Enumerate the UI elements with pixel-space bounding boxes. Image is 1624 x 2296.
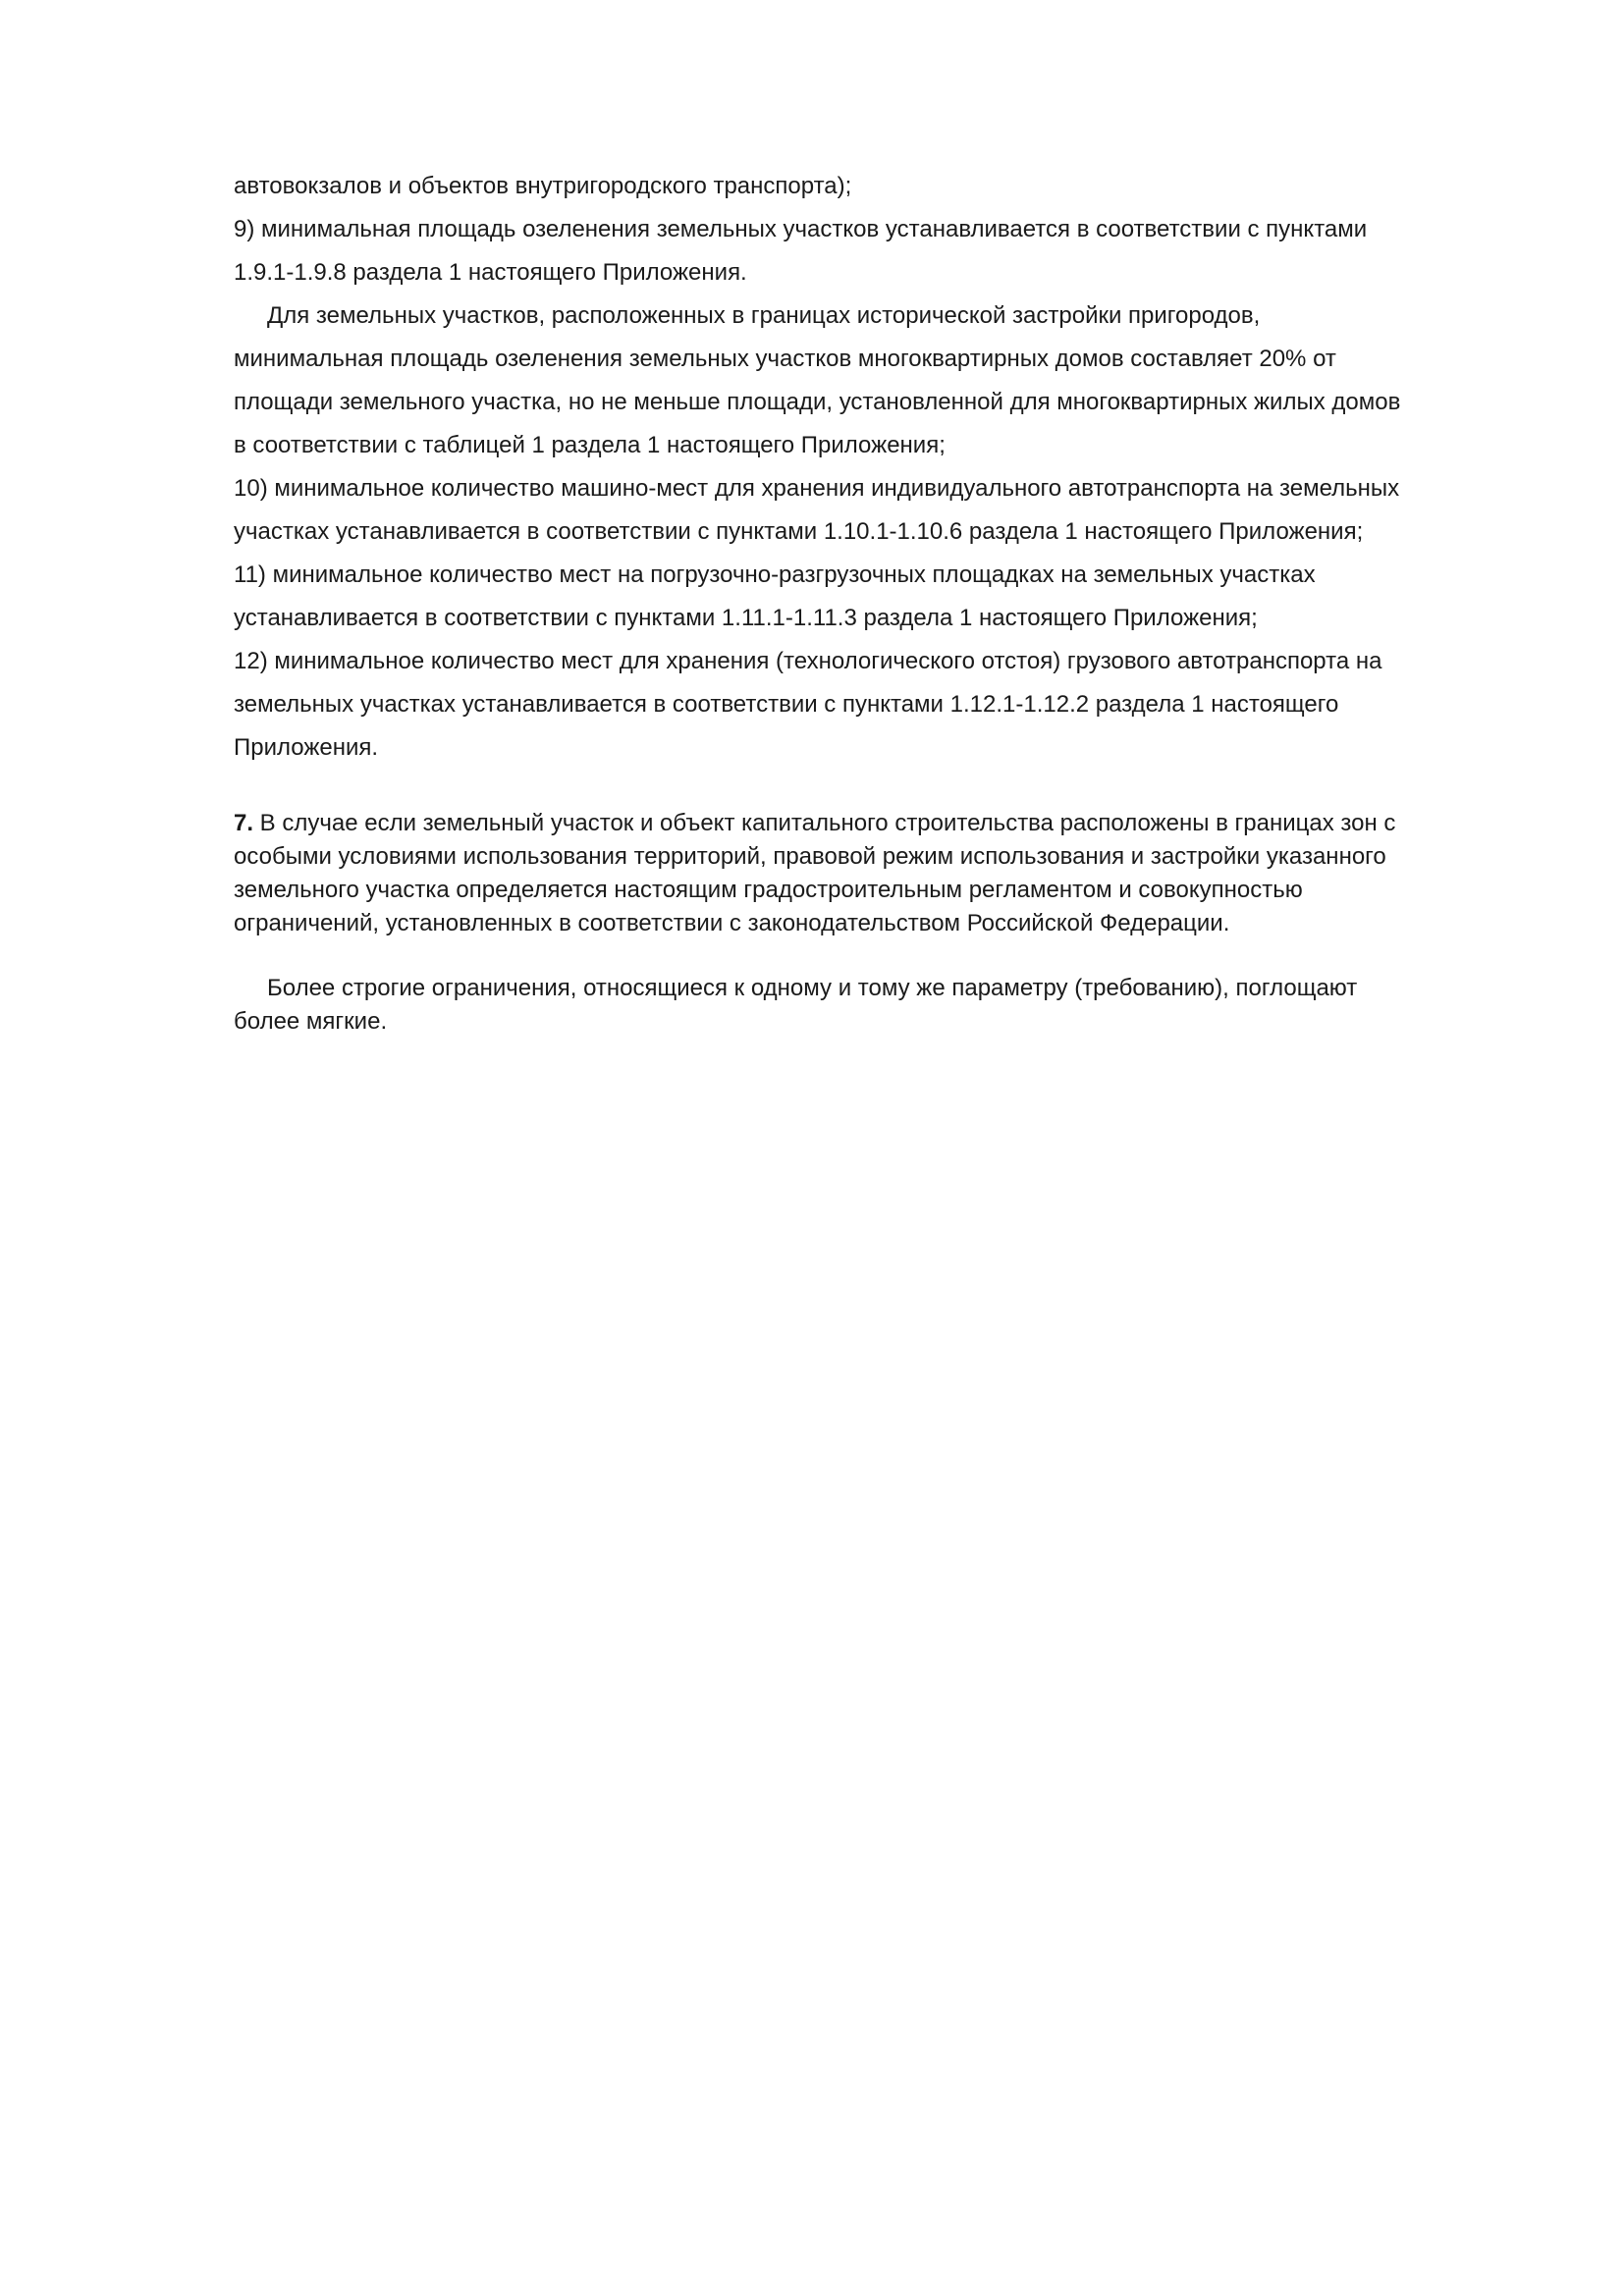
text-line: участках устанавливается в соответствии с пунктами 1.10.1-1.10.6 раздела 1 настоящего Приложения;: [234, 518, 1364, 545]
text-line: ограничений, установленных в соответствии с законодательством Российской Федерации.: [234, 910, 1230, 936]
text-line: Приложения.: [234, 734, 379, 761]
text-line: в соответствии с таблицей 1 раздела 1 настоящего Приложения;: [234, 432, 946, 458]
text-line: 1.9.1-1.9.8 раздела 1 настоящего Приложения.: [234, 259, 747, 286]
closing-paragraph: [234, 972, 1520, 1039]
text-line: автовокзалов и объектов внутригородского транспорта);: [234, 173, 852, 199]
text-line: площади земельного участка, но не меньше площади, установленной для многоквартирных жилых домов: [234, 389, 1401, 415]
text-line: более мягкие.: [234, 1008, 388, 1035]
text-line: земельного участка определяется настоящим градостроительным регламентом и совокупностью: [234, 877, 1303, 903]
section-7: [234, 807, 1520, 940]
section-7-first-line: [234, 807, 1520, 840]
list-item-12: 12) минимальное количество мест для хранения (технологического отстоя) грузового автотранспорта на: [234, 648, 1382, 674]
section-7-text: В случае если земельный участок и объект капитального строительства расположены в границах зон с: [253, 810, 1396, 836]
text-line: земельных участках устанавливается в соответствии с пунктами 1.12.1-1.12.2 раздела 1 настоящего: [234, 691, 1339, 718]
zoning-parameters-list: [234, 165, 1520, 770]
section-7-number: 7.: [234, 810, 254, 836]
text-line: особыми условиями использования территорий, правовой режим использования и застройки указанного: [234, 843, 1386, 870]
text-line: минимальная площадь озеленения земельных участков многоквартирных домов составляет 20% от: [234, 346, 1336, 372]
list-item-10: 10) минимальное количество машино-мест для хранения индивидуального автотранспорта на земельных: [234, 475, 1400, 502]
document-body: [234, 165, 1520, 1039]
list-item-9: 9) минимальная площадь озеленения земельных участков устанавливается в соответствии с пунктами: [234, 216, 1368, 242]
text-line: устанавливается в соответствии с пунктами 1.11.1-1.11.3 раздела 1 настоящего Приложения;: [234, 605, 1258, 631]
list-item-11: 11) минимальное количество мест на погрузочно-разгрузочных площадках на земельных участках: [234, 561, 1316, 588]
text-line: Более строгие ограничения, относящиеся к одному и тому же параметру (требованию), поглощают: [267, 975, 1358, 1001]
paragraph-suburbs: Для земельных участков, расположенных в границах исторической застройки пригородов,: [267, 302, 1261, 329]
